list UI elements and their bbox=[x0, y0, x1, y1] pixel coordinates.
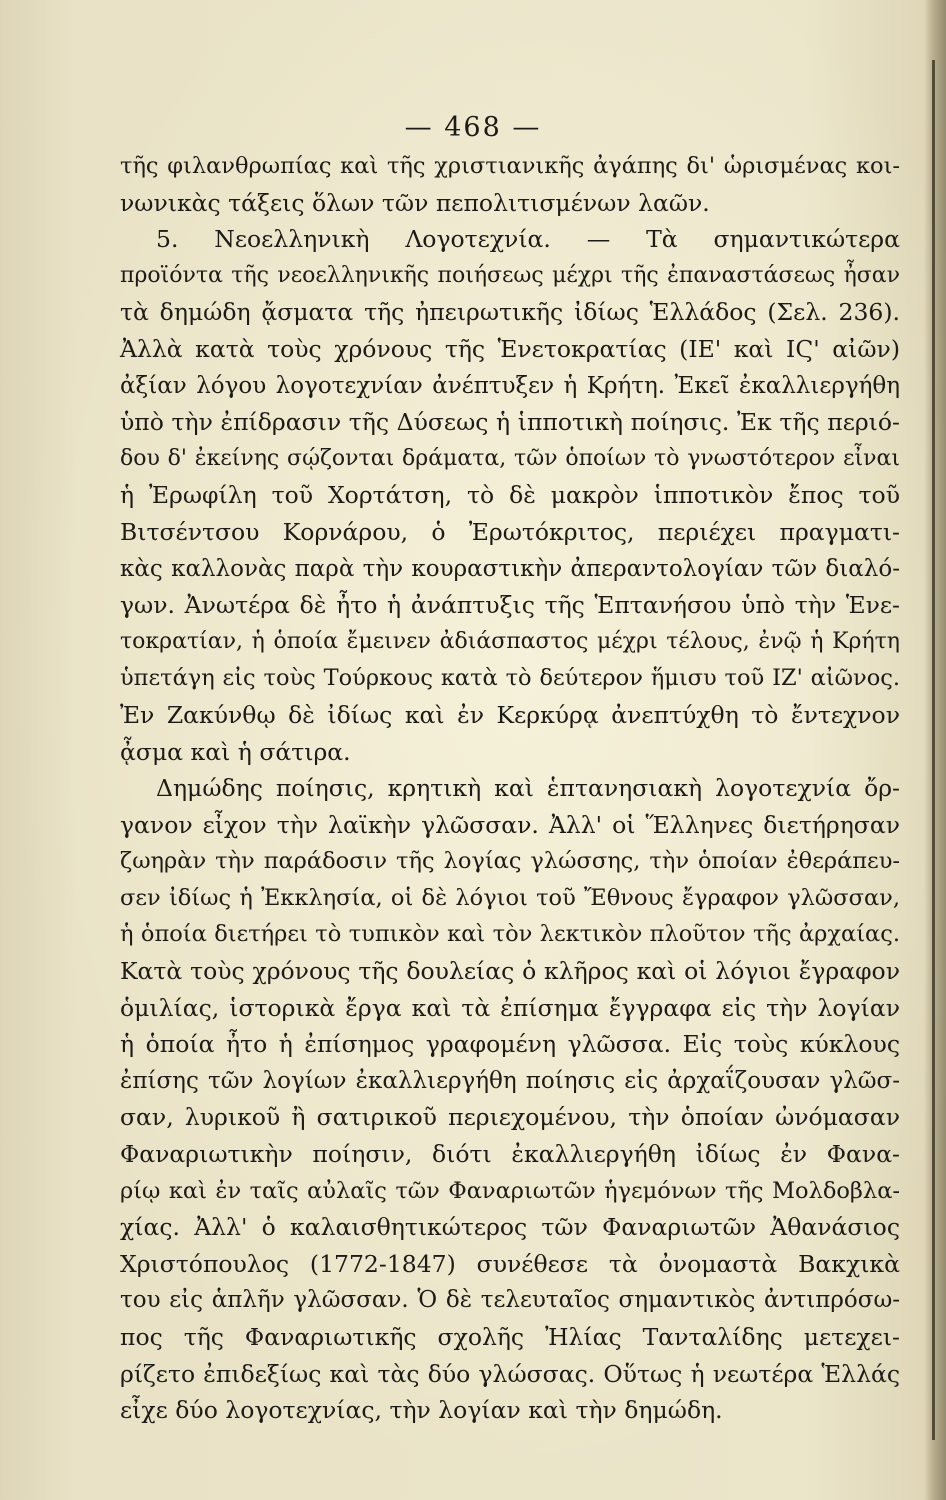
text-line: πος τῆς Φαναριωτικῆς σχολῆς Ἠλίας Τανταλίδης μετεχει- bbox=[120, 1323, 900, 1351]
text-line: ρίζετο ἐπιδεξίως καὶ τὰς δύο γλώσσας. Οὕτως ἡ νεωτέρα Ἑλλάς bbox=[120, 1359, 900, 1388]
text-line: γων. Ἀνωτέρα δὲ ἦτο ἡ ἀνάπτυξις τῆς Ἑπτανήσου ὑπὸ τὴν Ἑνε- bbox=[120, 591, 900, 620]
text-line: Δημώδης ποίησις, κρητικὴ καὶ ἑπτανησιακὴ λογοτεχνία ὄρ- bbox=[156, 774, 900, 803]
text-line: σαν, λυρικοῦ ἢ σατιρικοῦ περιεχομένου, τὴν ὁποίαν ὠνόμασαν bbox=[120, 1103, 900, 1132]
text-line: δου δ' ἐκείνης σῴζονται δράματα, τῶν ὁποίων τὸ γνωστότερον εἶναι bbox=[120, 445, 900, 471]
text-line: τὰ δημώδη ᾄσματα τῆς ἠπειρωτικῆς ἰδίως Ἑλλάδος (Σελ. 236). bbox=[120, 298, 900, 327]
body-text bbox=[120, 148, 900, 1429]
text-line: χίας. Ἀλλ' ὁ καλαισθητικώτερος τῶν Φαναριωτῶν Ἀθανάσιος bbox=[120, 1213, 900, 1242]
text-line: κὰς καλλονὰς παρὰ τὴν κουραστικὴν ἀπεραντολογίαν τῶν διαλό- bbox=[120, 555, 900, 582]
text-line: εἶχε δύο λογοτεχνίας, τὴν λογίαν καὶ τὴν δημώδη. bbox=[120, 1396, 723, 1425]
page-edge bbox=[924, 0, 946, 1500]
section-heading-line: 5. Νεοελληνικὴ Λογοτεχνία. — Τὰ σημαντικώτερα bbox=[156, 225, 900, 254]
text-line: τοκρατίαν, ἡ ὁποία ἔμεινεν ἀδιάσπαστος μέχρι τέλους, ἐνῷ ἡ Κρήτη bbox=[120, 628, 900, 654]
text-line: προϊόντα τῆς νεοελληνικῆς ποιήσεως μέχρι τῆς ἐπαναστάσεως ἦσαν bbox=[120, 262, 900, 288]
text-line: γανον εἶχον τὴν λαϊκὴν γλῶσσαν. Ἀλλ' οἱ Ἕλληνες διετήρησαν bbox=[120, 810, 900, 839]
text-line: νωνικὰς τάξεις ὅλων τῶν πεπολιτισμένων λαῶν. bbox=[120, 188, 710, 217]
text-line: Κατὰ τοὺς χρόνους τῆς δουλείας ὁ κλῆρος καὶ οἱ λόγιοι ἔγραφον bbox=[120, 957, 900, 986]
text-line: σεν ἰδίως ἡ Ἐκκλησία, οἱ δὲ λόγιοι τοῦ Ἔθνους ἔγραφον γλῶσσαν, bbox=[120, 884, 900, 911]
text-line: ἡ Ἐρωφίλη τοῦ Χορτάτση, τὸ δὲ μακρὸν ἱπποτικὸν ἔπος τοῦ bbox=[120, 481, 900, 510]
text-line: ᾆσμα καὶ ἡ σάτιρα. bbox=[120, 737, 351, 766]
text-line: ὑπὸ τὴν ἐπίδρασιν τῆς Δύσεως ἡ ἱπποτικὴ ποίησις. Ἐκ τῆς περιό- bbox=[120, 408, 900, 437]
text-line: ὁμιλίας, ἱστορικὰ ἔργα καὶ τὰ ἐπίσημα ἔγγραφα εἰς τὴν λογίαν bbox=[120, 993, 900, 1022]
page-number: — 468 — bbox=[404, 112, 542, 143]
text-line: Χριστόπουλος (1772-1847) συνέθεσε τὰ ὀνομαστὰ Βακχικὰ bbox=[120, 1249, 900, 1278]
text-line: ἡ ὁποία διετήρει τὸ τυπικὸν καὶ τὸν λεκτικὸν πλοῦτον τῆς ἀρχαίας. bbox=[120, 921, 900, 948]
text-line: του εἰς ἁπλῆν γλῶσσαν. Ὁ δὲ τελευταῖος σημαντικὸς ἀντιπρόσω- bbox=[120, 1287, 900, 1314]
text-line: ζωηρὰν τὴν παράδοσιν τῆς λογίας γλώσσης, τὴν ὁποίαν ἐθεράπευ- bbox=[120, 848, 900, 875]
text-line: ἀξίαν λόγου λογοτεχνίαν ἀνέπτυξεν ἡ Κρήτη. Ἐκεῖ ἐκαλλιεργήθη bbox=[120, 372, 900, 399]
text-line: ρίῳ καὶ ἐν ταῖς αὐλαῖς τῶν Φαναριωτῶν ἡγεμόνων τῆς Μολδοβλα- bbox=[120, 1177, 900, 1204]
text-line: τῆς φιλανθρωπίας καὶ τῆς χριστιανικῆς ἀγάπης δι' ὡρισμένας κοι- bbox=[120, 153, 900, 179]
text-line: Βιτσέντσου Κορνάρου, ὁ Ἐρωτόκριτος, περιέχει πραγματι- bbox=[120, 517, 900, 546]
text-line: ὑπετάγη εἰς τοὺς Τούρκους κατὰ τὸ δεύτερον ἥμισυ τοῦ ΙΖ' αἰῶνος. bbox=[120, 665, 900, 692]
text-line: Ἐν Ζακύνθῳ δὲ ἰδίως καὶ ἐν Κερκύρᾳ ἀνεπτύχθη τὸ ἔντεχνον bbox=[120, 700, 900, 729]
text-line: ἐπίσης τῶν λογίων ἐκαλλιεργήθη ποίησις εἰς ἀρχαΐζουσαν γλῶσ- bbox=[120, 1067, 900, 1094]
text-line: Ἀλλὰ κατὰ τοὺς χρόνους τῆς Ἑνετοκρατίας (ΙΕ' καὶ ΙϚ' αἰῶν) bbox=[120, 334, 900, 363]
text-line: ἡ ὁποία ἦτο ἡ ἐπίσημος γραφομένη γλῶσσα. Εἰς τοὺς κύκλους bbox=[120, 1030, 900, 1059]
text-line: Φαναριωτικὴν ποίησιν, διότι ἐκαλλιεργήθη ἰδίως ἐν Φανα- bbox=[120, 1140, 900, 1169]
